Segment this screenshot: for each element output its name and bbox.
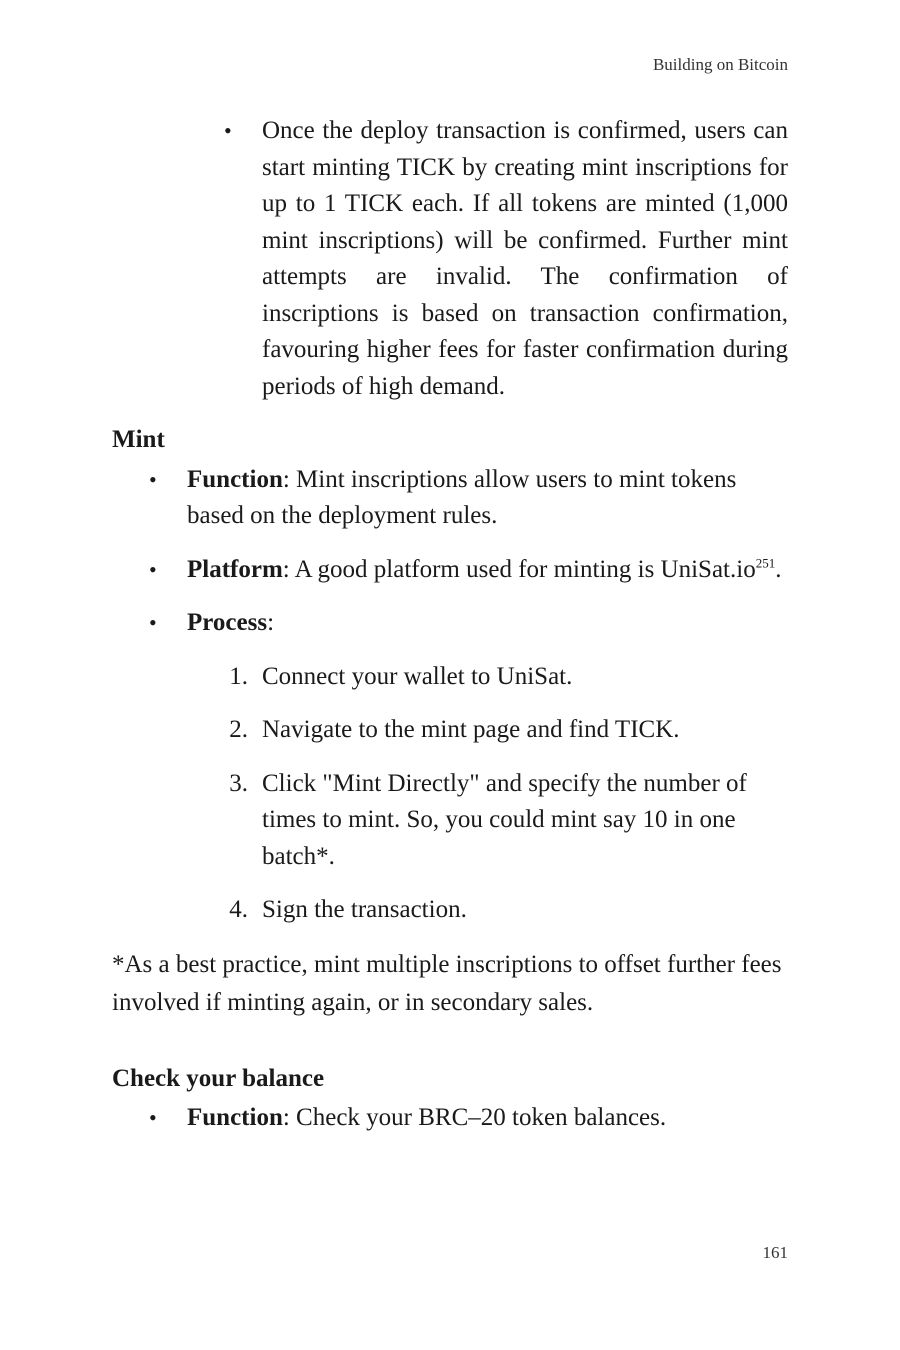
function-label: Function bbox=[187, 465, 283, 493]
deploy-bullet-text: Once the deploy transaction is confirmed, users can start minting TICK by creating mint inscriptions for up to 1 TICK each. If all tokens are minted (1,000 mint inscriptions) will be confirmed. Further mint attempts are invalid. The confirmation of inscriptions is based on transaction confirmation, favouring higher fees for faster confirmation during periods of high demand. bbox=[262, 117, 788, 400]
deploy-bullet bbox=[224, 113, 788, 405]
process-colon: : bbox=[267, 609, 275, 636]
mint-platform-bullet bbox=[149, 552, 788, 589]
bullet-dot: • bbox=[149, 556, 157, 582]
page-number: 161 bbox=[762, 1243, 788, 1262]
step-number: 2. bbox=[229, 716, 248, 743]
bullet-dot: • bbox=[149, 610, 157, 635]
function-desc: : Mint inscriptions allow users to mint tokens based on the deployment rules. bbox=[187, 465, 737, 529]
process-label: Process bbox=[187, 609, 268, 636]
process-step bbox=[229, 712, 788, 749]
bullet-dot: • bbox=[149, 1105, 157, 1130]
function-label: Function bbox=[187, 1104, 283, 1131]
function-desc: : Check your BRC–20 token balances. bbox=[282, 1104, 667, 1131]
mint-function-text bbox=[187, 462, 788, 535]
process-step bbox=[229, 892, 788, 929]
mint-process-text bbox=[187, 605, 788, 642]
step-number: 1. bbox=[229, 662, 248, 690]
platform-label: Platform bbox=[187, 555, 283, 583]
page-content bbox=[112, 113, 788, 1137]
process-step bbox=[229, 659, 788, 696]
balance-heading: Check your balance bbox=[112, 1064, 325, 1092]
bullet-dot: • bbox=[149, 466, 157, 492]
platform-end: . bbox=[775, 555, 782, 583]
step-text: Navigate to the mint page and find TICK. bbox=[262, 716, 680, 743]
step-text: Connect your wallet to UniSat. bbox=[262, 662, 573, 690]
step-text: Sign the transaction. bbox=[262, 896, 467, 923]
mint-process-bullet bbox=[149, 605, 788, 642]
balance-function-bullet bbox=[149, 1100, 788, 1137]
best-practice-note: *As a best practice, mint multiple inscriptions to offset further fees involved if minting again, or in secondary sales. bbox=[112, 950, 782, 1016]
mint-heading: Mint bbox=[112, 426, 165, 453]
step-number: 4. bbox=[229, 896, 248, 923]
footnote-ref: 251 bbox=[755, 555, 776, 571]
bullet-dot: • bbox=[224, 118, 232, 143]
running-header: Building on Bitcoin bbox=[652, 55, 788, 74]
mint-function-bullet bbox=[149, 462, 788, 535]
step-number: 3. bbox=[229, 769, 248, 797]
mint-platform-text bbox=[187, 552, 788, 589]
process-step bbox=[229, 766, 788, 876]
step-text: Click "Mint Directly" and specify the number of times to mint. So, you could mint say 10 in one batch*. bbox=[262, 769, 747, 870]
platform-desc: : A good platform used for minting is UniSat.io bbox=[282, 555, 756, 583]
balance-function-text bbox=[187, 1100, 788, 1137]
